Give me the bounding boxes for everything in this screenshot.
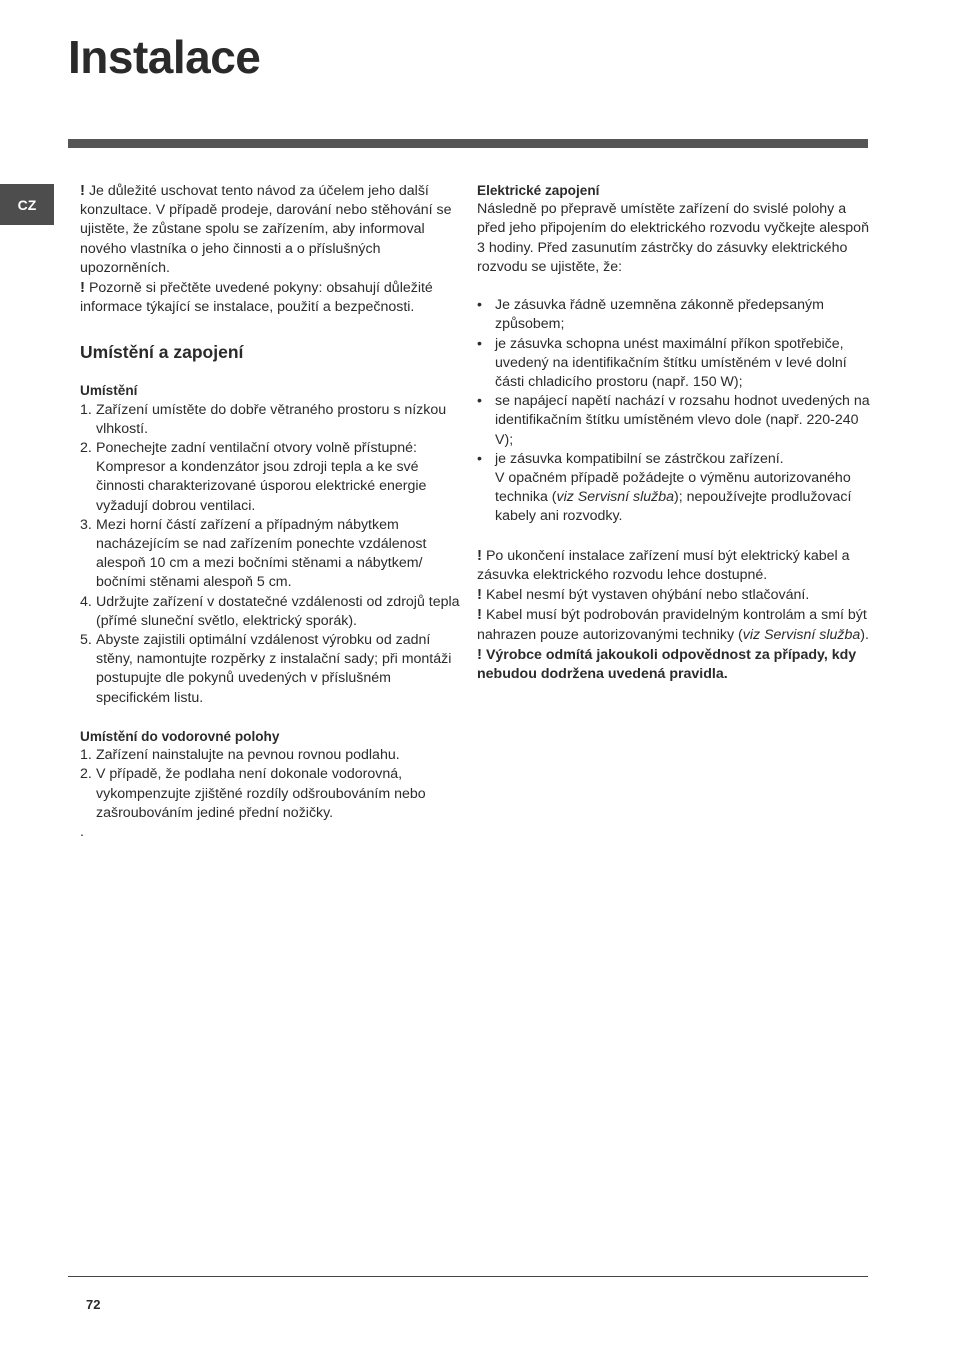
bullet-mark: • — [477, 393, 482, 410]
list-item — [477, 450, 872, 527]
service-reference: viz Servisní služba — [742, 626, 861, 643]
list-item — [80, 746, 465, 765]
electrical-heading: Elektrické zapojení — [477, 183, 600, 198]
safety-note-text: Kabel nesmí být vystaven ohýbání nebo stlačování. — [482, 587, 810, 604]
intro-note-text: Je důležité uschovat tento návod za účelem jeho další konzultace. V případě prodeje, darování nebo stěhování se ujistěte, že zůstane spolu se zařízením, aby informoval nového vlastníka o jeho činnosti a o příslušných upozorněních. — [80, 183, 452, 276]
leveling-list — [80, 746, 465, 823]
intro-note — [80, 181, 465, 278]
item-text: Ponechejte zadní ventilační otvory volně přístupné: Kompresor a kondenzátor jsou zdroji tepla a ke své činnosti charakterizované úsporou elektrické energie vyžadují dobrou ventilaci. — [96, 440, 427, 514]
safety-note — [477, 605, 872, 644]
list-item — [80, 765, 465, 823]
item-number: 1. — [80, 747, 92, 764]
item-text: Abyste zajistili optimální vzdálenost výrobku od zadní stěny, namontujte rozpěrky z instalační sady; při montáži postupujte dle pokynů uvedených v příslušném specifickém listu. — [96, 632, 452, 706]
item-text: V případě, že podlaha není dokonale vodorovná, vykompenzujte zjištěné rozdíly odšroubováním nebo zašroubováním jediné přední nožičky. — [96, 766, 426, 821]
electrical-intro: Následně po přepravě umístěte zařízení do svislé polohy a před jeho připojením do elektrického rozvodu vyčkejte alespoň 3 hodiny. Před zasunutím zástrčky do zásuvky elektrického rozvodu se ujistěte, že: — [477, 201, 869, 275]
safety-note — [477, 585, 872, 605]
item-text: Je zásuvka řádně uzemněna zákonně předepsaným způsobem; — [495, 297, 824, 333]
item-text: V opačném případě požádejte o výměnu autorizovaného technika ( — [495, 470, 851, 506]
bullet-mark: • — [477, 450, 482, 467]
list-item — [80, 593, 465, 631]
list-item — [80, 401, 465, 439]
footer-rule — [68, 1276, 868, 1277]
warning-mark: ! — [477, 586, 482, 604]
bullet-mark: • — [477, 297, 482, 314]
item-text: Udržujte zařízení v dostatečné vzdálenosti od zdrojů tepla (přímé sluneční světlo, elektrický sporák). — [96, 593, 460, 629]
liability-note — [477, 645, 872, 684]
item-text: se napájecí napětí nachází v rozsahu hodnot uvedených na identifikačním štítku umístěném vlevo dole (např. 220-240 V); — [495, 393, 870, 448]
placement-list — [80, 401, 465, 708]
list-item — [477, 296, 872, 334]
section-title: Umístění a zapojení — [80, 342, 244, 363]
intro-note — [80, 278, 465, 317]
item-number: 2. — [80, 766, 92, 783]
list-item — [80, 439, 465, 516]
page-number: 72 — [86, 1297, 101, 1312]
item-text: je zásuvka schopna unést maximální příkon spotřebiče, uvedený na identifikačním štítku umístěném v levé dolní části chladicího prostoru (např. 150 W); — [495, 335, 847, 391]
item-number: 2. — [80, 440, 92, 457]
list-item — [477, 392, 872, 450]
right-column — [477, 181, 872, 684]
left-column — [80, 181, 465, 842]
safety-note-text: ). — [860, 626, 869, 643]
item-text: Mezi horní částí zařízení a případným nábytkem nacházejícím se nad zařízením ponechte vzdálenost alespoň 10 cm a mezi bočními stěnami a nábytkem/ bočními stěnami alespoň 5 cm. — [96, 516, 427, 591]
item-text: Zařízení nainstalujte na pevnou rovnou podlahu. — [96, 747, 400, 764]
safety-note-text: Kabel musí být podrobován pravidelným kontrolám a smí být nahrazen pouze autorizovanými techniky ( — [477, 607, 867, 643]
electrical-checklist — [477, 296, 872, 526]
trailing-dot: . — [80, 824, 84, 841]
language-tab: CZ — [0, 184, 54, 225]
warning-mark: ! — [80, 182, 85, 199]
warning-mark: ! — [477, 606, 482, 624]
warning-mark: ! — [477, 546, 482, 564]
item-text: Zařízení umístěte do dobře větraného prostoru s nízkou vlhkostí. — [96, 401, 447, 437]
placement-heading: Umístění — [80, 383, 138, 399]
list-item — [477, 335, 872, 393]
leveling-heading: Umístění do vodorovné polohy — [80, 729, 280, 745]
item-text: je zásuvka kompatibilní se zástrčkou zařízení. — [495, 450, 784, 467]
item-number: 4. — [80, 593, 92, 610]
page-title: Instalace — [68, 31, 261, 83]
service-reference: viz Servisní služba — [556, 489, 674, 506]
safety-note-text: Po ukončení instalace zařízení musí být elektrický kabel a zásuvka elektrického rozvodu lehce dostupné. — [477, 547, 850, 584]
header-rule — [68, 139, 868, 148]
item-number: 5. — [80, 632, 92, 649]
item-text: ); nepoužívejte prodlužovací kabely ani rozvodky. — [495, 489, 852, 525]
list-item — [80, 516, 465, 593]
item-number: 1. — [80, 401, 92, 418]
item-number: 3. — [80, 516, 92, 533]
warning-mark: ! — [80, 279, 85, 297]
bullet-mark: • — [477, 335, 482, 352]
safety-note — [477, 546, 872, 585]
intro-note-text: Pozorně si přečtěte uvedené pokyny: obsahují důležité informace týkající se instalace, použití a bezpečnosti. — [80, 280, 433, 316]
liability-note-text: Výrobce odmítá jakoukoli odpovědnost za případy, kdy nebudou dodržena uvedená pravidla. — [477, 646, 857, 683]
warning-mark: ! — [477, 645, 482, 663]
list-item — [80, 631, 465, 708]
